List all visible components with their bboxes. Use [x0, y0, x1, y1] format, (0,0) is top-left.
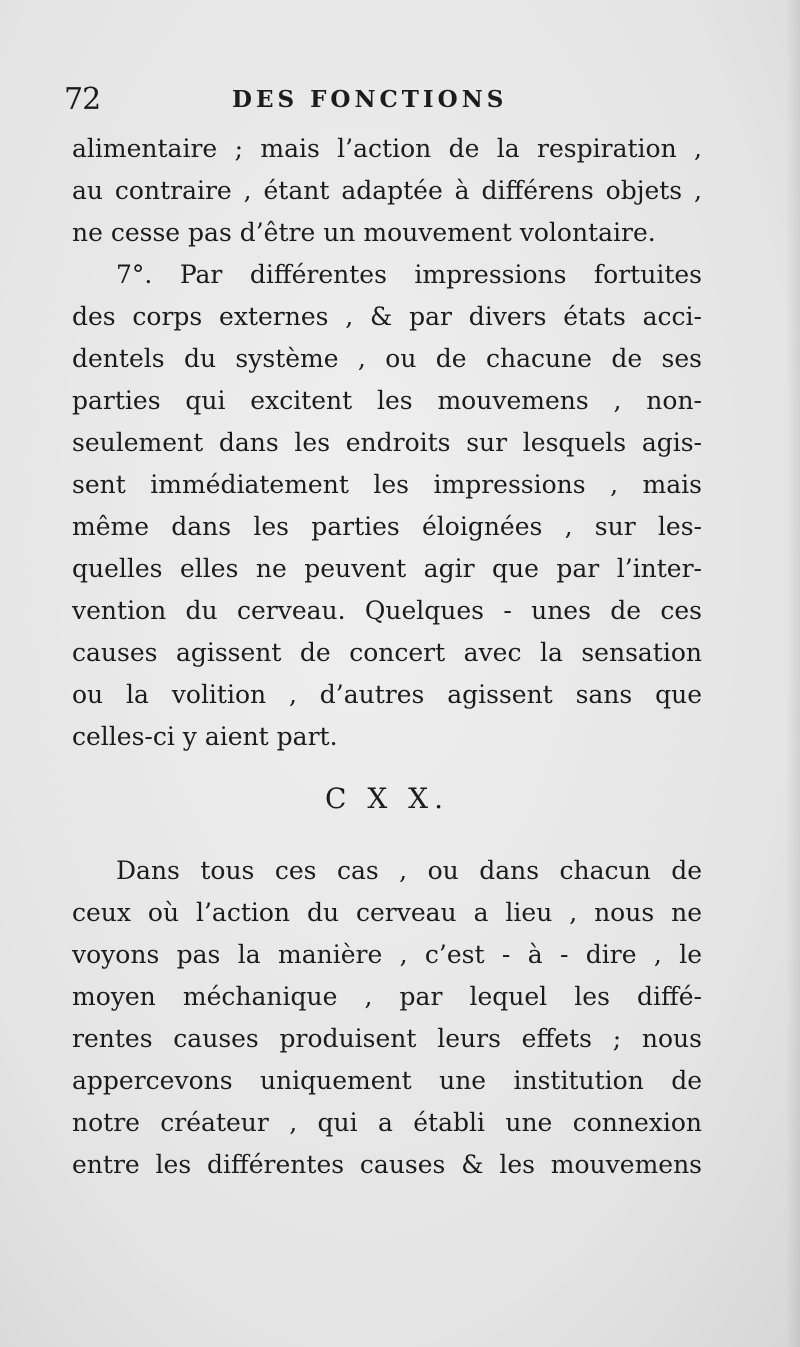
- text-line: alimentaire ; mais l’action de la respiration ,: [72, 134, 702, 163]
- paragraph-section-body: [72, 850, 702, 1186]
- text-line: parties qui excitent les mouvemens , non-: [72, 386, 702, 415]
- text-line: voyons pas la manière , c’est - à - dire , le: [72, 940, 702, 969]
- paragraph-continuation: [72, 128, 702, 254]
- text-line: ne cesse pas d’être un mouvement volontaire.: [72, 218, 656, 247]
- text-line: vention du cerveau. Quelques - unes de ces: [72, 596, 702, 625]
- body-text: [72, 128, 702, 1186]
- text-line: sent immédiatement les impressions , mais: [72, 470, 702, 499]
- text-line: moyen méchanique , par lequel les diffé-: [72, 982, 702, 1011]
- section-title: C X X.: [325, 782, 449, 815]
- paragraph-seventh-point: [72, 254, 702, 758]
- text-line: dentels du système , ou de chacune de ses: [72, 344, 702, 373]
- text-line: même dans les parties éloignées , sur les-: [72, 512, 702, 541]
- text-line: causes agissent de concert avec la sensation: [72, 638, 702, 667]
- text-line: 7°. Par différentes impressions fortuites: [116, 260, 702, 289]
- text-line: notre créateur , qui a établi une connexion: [72, 1108, 702, 1137]
- text-line: ceux où l’action du cerveau a lieu , nous ne: [72, 898, 702, 927]
- text-line: des corps externes , & par divers états acci-: [72, 302, 702, 331]
- text-line: quelles elles ne peuvent agir que par l’inter-: [72, 554, 702, 583]
- running-head: DES FONCTIONS: [232, 86, 508, 113]
- text-line: au contraire , étant adaptée à différens objets ,: [72, 176, 702, 205]
- text-line: rentes causes produisent leurs effets ; nous: [72, 1024, 702, 1053]
- text-line: Dans tous ces cas , ou dans chacun de: [116, 856, 702, 885]
- page-header: [64, 82, 704, 122]
- text-line: ou la volition , d’autres agissent sans que: [72, 680, 702, 709]
- text-line: appercevons uniquement une institution de: [72, 1066, 702, 1095]
- page-number: 72: [64, 82, 101, 117]
- text-line: entre les différentes causes & les mouvemens: [72, 1150, 702, 1179]
- text-line: seulement dans les endroits sur lesquels agis-: [72, 428, 702, 457]
- text-line: celles-ci y aient part.: [72, 722, 338, 751]
